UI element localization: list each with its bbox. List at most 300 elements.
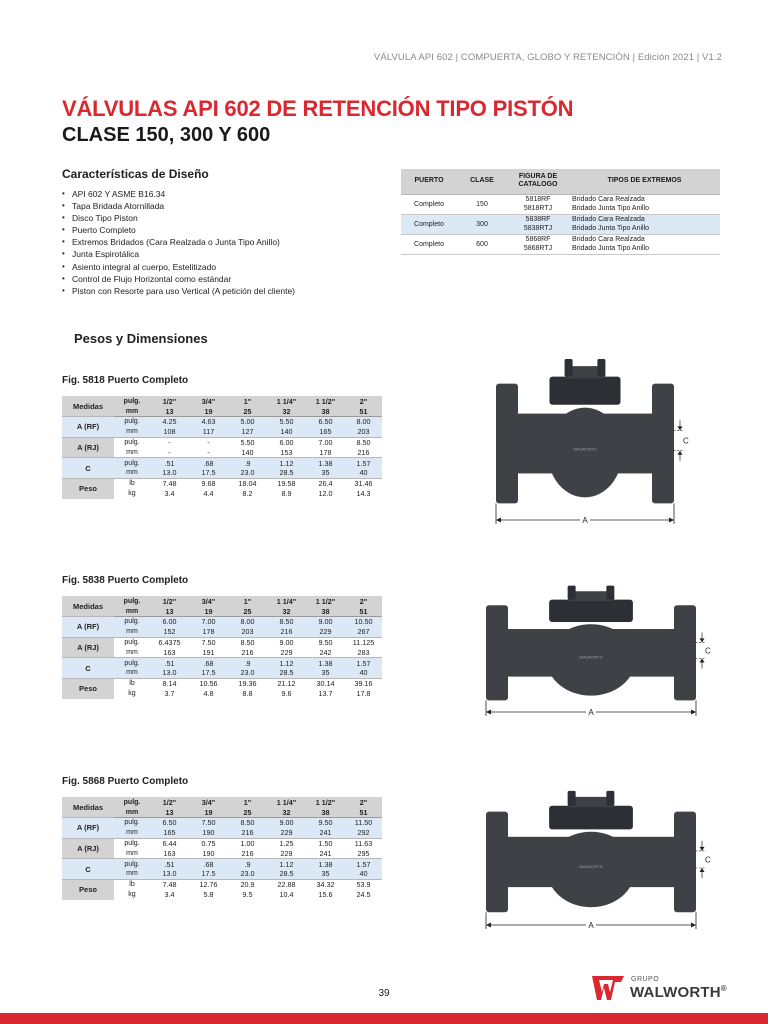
spec-figura-rf: 5868RF (525, 236, 551, 243)
table-cell: 8.8 (242, 689, 253, 699)
brand-registered-mark: ® (720, 984, 727, 993)
row-label-a-rf: A (RF) (62, 617, 114, 638)
table-cell: 38 (306, 606, 345, 616)
dim-a-label: A (588, 921, 594, 930)
table-cell: 51 (345, 807, 382, 817)
row-label-a-rj: A (RJ) (62, 437, 114, 458)
table-cell: 1 1/4" (267, 797, 306, 807)
table-cell: 11.50 (345, 818, 382, 828)
spec-extremos (569, 194, 720, 214)
features-title: Características de Diseño (62, 167, 209, 181)
table-cell: 6.4375 (150, 637, 189, 647)
table-cell: 7.48 (150, 478, 189, 488)
table-cell: 140 (241, 447, 254, 457)
row-label-a-rf: A (RF) (62, 417, 114, 438)
document-breadcrumb: VÁLVULA API 602 | COMPUERTA, GLOBO Y RETENCIÓN | Edición 2021 | V1.2 (373, 52, 722, 63)
table-cell: 108 (150, 427, 189, 437)
page-subtitle: CLASE 150, 300 Y 600 (62, 124, 271, 146)
spec-clase: 300 (457, 214, 507, 234)
spec-figura-rtj: 5838RTJ (523, 225, 553, 232)
unit-label: pulg. (114, 417, 150, 427)
brand-name-text: WALWORTH (630, 984, 721, 1001)
valve-bonnet (549, 600, 633, 622)
table-cell: 229 (280, 647, 293, 657)
table-cell: 7.50 (189, 818, 228, 828)
table-cell: - (168, 447, 171, 457)
table-cell: 190 (202, 848, 215, 858)
spec-table-row (401, 234, 720, 254)
table-cell: 9.50 (306, 818, 345, 828)
spec-extremo-rf: Bridado Cara Realzada (572, 216, 645, 223)
table-cell: 9.50 (306, 637, 345, 647)
table-cell: 163 (163, 848, 176, 858)
table-cell: 53.9 (345, 879, 382, 889)
table-cell: 241 (319, 848, 332, 858)
table-row (62, 658, 382, 668)
dim-a-arrow-left (496, 518, 501, 523)
spec-figura (507, 214, 569, 234)
table-cell: 4.63 (189, 417, 228, 427)
row-label-a-rj: A (RJ) (62, 637, 114, 658)
table-cell: .51 (150, 658, 189, 668)
table-cell: .9 (228, 859, 267, 869)
table-cell: 9.00 (267, 818, 306, 828)
spec-header-extremos: TIPOS DE EXTREMOS (569, 169, 720, 194)
row-label-peso: Peso (62, 478, 114, 499)
table-cell: 10.4 (279, 890, 294, 900)
page-title: VÁLVULAS API 602 DE RETENCIÓN TIPO PISTÓN (62, 96, 574, 121)
unit-label: mm (114, 807, 150, 817)
dim-c-arrowhead-top (700, 638, 705, 642)
table-cell: 9.68 (189, 478, 228, 488)
table-cell: - (189, 437, 228, 447)
dim-a-label: A (582, 516, 588, 525)
table-cell: 8.00 (345, 417, 382, 427)
spec-figura-rtj: 5818RTJ (523, 205, 553, 212)
piston-check-valve-drawing (486, 785, 711, 933)
unit-label: mm (114, 427, 150, 437)
table-cell: 1.12 (267, 458, 306, 468)
unit-label: mm (114, 468, 150, 478)
table-cell: 2" (345, 596, 382, 606)
spec-puerto: Completo (401, 214, 457, 234)
table-row (62, 396, 382, 406)
table-cell: 1/2" (150, 596, 189, 606)
table-cell: 190 (189, 828, 228, 838)
table-cell: 13 (150, 606, 189, 616)
spec-puerto: Completo (401, 194, 457, 214)
table-cell: .51 (150, 458, 189, 468)
table-cell: 38 (306, 807, 345, 817)
valve-body (548, 408, 623, 498)
spec-figura-rf: 5818RF (525, 196, 551, 203)
table-cell: 21.12 (267, 678, 306, 688)
left-flange (486, 605, 508, 700)
table-cell: 7.50 (189, 637, 228, 647)
unit-label: pulg. (114, 818, 150, 828)
table-cell: 38 (306, 406, 345, 416)
table-cell: 203 (345, 427, 382, 437)
table-row (62, 478, 382, 488)
dim-c-label: C (705, 855, 711, 865)
table-cell: 9.5 (242, 890, 253, 900)
valve-bonnet (549, 377, 620, 405)
dim-c-arrowhead-top (700, 847, 705, 851)
dim-a-label: A (588, 708, 594, 717)
table-cell: 203 (228, 627, 267, 637)
unit-label: pulg. (114, 838, 150, 848)
unit-label: pulg. (114, 637, 150, 647)
spec-extremo-rtj: Bridado Junta Tipo Anillo (572, 245, 650, 252)
catalog-spec-table (401, 169, 720, 255)
table-cell: 3.4 (164, 489, 175, 499)
unit-label: lb (114, 478, 150, 488)
table-cell: 40 (345, 468, 382, 478)
table-cell: 14.3 (356, 489, 371, 499)
table-cell: 163 (163, 647, 176, 657)
spec-clase: 150 (457, 194, 507, 214)
table-cell: 13.0 (150, 869, 189, 879)
table-cell: 13.7 (318, 689, 333, 699)
table-cell: 1.57 (345, 458, 382, 468)
bonnet-bolt (597, 359, 605, 377)
table-cell: 30.14 (306, 678, 345, 688)
row-label-medidas: Medidas (62, 596, 114, 617)
brand-logo (590, 972, 730, 1008)
table-cell: 1" (228, 596, 267, 606)
table-cell: 7.00 (189, 617, 228, 627)
feature-item: • Extremos Bridados (Cara Realzada o Junta Tipo Anillo) (62, 236, 295, 248)
bonnet-bolt (568, 791, 576, 806)
table-cell: 28.5 (267, 869, 306, 879)
table-cell: 1 1/4" (267, 396, 306, 406)
table-cell: 40 (345, 869, 382, 879)
table-cell: 1/2" (150, 396, 189, 406)
walworth-logo-icon (590, 974, 626, 1002)
table-cell: 13.0 (150, 668, 189, 678)
row-label-peso: Peso (62, 879, 114, 900)
table-cell: 1 1/2" (306, 396, 345, 406)
table-cell: 4.25 (150, 417, 189, 427)
table-cell: 241 (306, 828, 345, 838)
table-cell: .68 (189, 458, 228, 468)
table-cell: 7.00 (306, 437, 345, 447)
table-cell: 1.25 (267, 838, 306, 848)
table-cell: 12.0 (318, 489, 333, 499)
table-cell: 8.2 (242, 489, 253, 499)
feature-item: • Tapa Bridada Atornillada (62, 200, 295, 212)
table-cell: 51 (345, 406, 382, 416)
dim-a-arrow-left (486, 923, 491, 928)
table-cell: 28.5 (267, 668, 306, 678)
table-cell: 6.50 (306, 417, 345, 427)
dim-a-arrow-left (486, 710, 491, 715)
table-cell: 3/4" (189, 797, 228, 807)
table-cell: 1.38 (306, 859, 345, 869)
table-cell: 229 (267, 828, 306, 838)
piston-check-valve-drawing (496, 352, 689, 528)
features-list (62, 188, 295, 297)
right-flange (674, 812, 696, 913)
table-cell: 152 (150, 627, 189, 637)
table-cell: 6.00 (267, 437, 306, 447)
table-cell: 6.00 (150, 617, 189, 627)
table-row (62, 437, 382, 447)
table-cell: 3.4 (164, 890, 175, 900)
table-cell: 5.00 (228, 417, 267, 427)
table-row (62, 838, 382, 848)
table-cell: 17.8 (356, 689, 371, 699)
table-cell: 23.0 (228, 468, 267, 478)
table-cell: 20.9 (228, 879, 267, 889)
table-cell: 34.32 (306, 879, 345, 889)
right-flange (674, 605, 696, 700)
table-cell: - (150, 437, 189, 447)
table-cell: .9 (228, 458, 267, 468)
table-cell: 35 (306, 468, 345, 478)
dimensions-table (62, 797, 382, 900)
dim-c-arrowhead-bottom (700, 659, 705, 663)
table-row (62, 458, 382, 468)
table-cell: 31.46 (345, 478, 382, 488)
valve-bonnet (549, 806, 633, 830)
spec-extremo-rf: Bridado Cara Realzada (572, 196, 645, 203)
table-cell: 191 (202, 647, 215, 657)
row-label-a-rj: A (RJ) (62, 838, 114, 859)
table-cell: 8.50 (228, 818, 267, 828)
table-cell: 7.48 (150, 879, 189, 889)
left-flange (486, 812, 508, 913)
table-cell: 10.56 (189, 678, 228, 688)
spec-figura-rf: 5838RF (525, 216, 551, 223)
unit-label: mm (126, 849, 138, 857)
dim-c-arrowhead-top (678, 426, 683, 430)
spec-clase: 600 (457, 234, 507, 254)
table-cell: 8.9 (281, 489, 292, 499)
table-cell: 127 (228, 427, 267, 437)
table-cell: 19 (189, 606, 228, 616)
table-cell: 23.0 (228, 668, 267, 678)
spec-extremos (569, 234, 720, 254)
valve-marking-text: WALWORTH (579, 654, 603, 660)
spec-puerto: Completo (401, 234, 457, 254)
spec-table-header (401, 169, 720, 194)
dim-c-arrowhead-bottom (678, 451, 683, 455)
table-cell: 19.58 (267, 478, 306, 488)
bonnet-bolt (565, 359, 573, 377)
table-cell: 2" (345, 797, 382, 807)
table-row (62, 859, 382, 869)
spec-header-figura: FIGURA DE CATALOGO (507, 169, 569, 194)
row-label-c: C (62, 658, 114, 679)
unit-label: pulg. (114, 596, 150, 606)
unit-label: mm (114, 627, 150, 637)
table-cell: 22.88 (267, 879, 306, 889)
figure-title: Fig. 5838 Puerto Completo (62, 575, 189, 586)
table-cell: 140 (267, 427, 306, 437)
row-label-medidas: Medidas (62, 396, 114, 417)
table-cell: 1.50 (306, 838, 345, 848)
unit-label: mm (114, 828, 150, 838)
figure-title: Fig. 5868 Puerto Completo (62, 776, 189, 787)
table-cell: 216 (357, 447, 370, 457)
spec-table-row (401, 194, 720, 214)
valve-marking-text: WALWORTH (573, 446, 597, 452)
table-cell: 1.57 (345, 859, 382, 869)
weights-dimensions-title: Pesos y Dimensiones (74, 331, 208, 346)
unit-label: kg (128, 690, 136, 698)
table-cell: 295 (357, 848, 370, 858)
spec-header-puerto: PUERTO (401, 169, 457, 194)
table-cell: 153 (280, 447, 293, 457)
unit-label: pulg. (114, 437, 150, 447)
table-row (62, 417, 382, 427)
table-cell: 35 (306, 668, 345, 678)
feature-item: • Control de Flujo Horizontal como estándar (62, 273, 295, 285)
table-cell: 1/2" (150, 797, 189, 807)
table-cell: 11.125 (345, 637, 382, 647)
spec-figura-rtj: 5868RTJ (523, 245, 553, 252)
table-cell: 8.00 (228, 617, 267, 627)
row-label-c: C (62, 859, 114, 880)
feature-item: • Asiento integral al cuerpo, Estelitizado (62, 261, 295, 273)
brand-group-label: GRUPO (631, 976, 660, 983)
row-label-a-rf: A (RF) (62, 818, 114, 839)
dimensions-table (62, 596, 382, 699)
unit-label: mm (114, 869, 150, 879)
dim-c-arrowhead-bottom (700, 868, 705, 872)
dim-a-arrow-right (691, 710, 696, 715)
unit-label: pulg. (114, 658, 150, 668)
table-cell: 1.00 (228, 838, 267, 848)
table-cell: 8.14 (150, 678, 189, 688)
valve-marking-text: WALWORTH (579, 863, 603, 869)
dim-c-label: C (705, 646, 711, 656)
table-cell: 1.38 (306, 658, 345, 668)
table-cell: 165 (306, 427, 345, 437)
spec-extremo-rf: Bridado Cara Realzada (572, 236, 645, 243)
left-flange (496, 384, 518, 504)
table-cell: 19.36 (228, 678, 267, 688)
feature-item: • Piston con Resorte para uso Vertical (A petición del cliente) (62, 285, 295, 297)
table-row (62, 596, 382, 606)
table-cell: 17.5 (189, 668, 228, 678)
table-cell: 5.8 (203, 890, 214, 900)
table-cell: 28.5 (267, 468, 306, 478)
table-cell: 19 (189, 807, 228, 817)
table-cell: 15.6 (318, 890, 333, 900)
piston-check-valve-drawing (486, 580, 711, 720)
bonnet-bolt (606, 586, 614, 600)
table-cell: 40 (345, 668, 382, 678)
row-label-medidas: Medidas (62, 797, 114, 818)
right-flange (652, 384, 674, 504)
spec-table-row (401, 214, 720, 234)
table-cell: 13.0 (150, 468, 189, 478)
table-cell: 1 1/2" (306, 797, 345, 807)
footer-accent-bar (0, 1013, 768, 1024)
table-cell: 17.5 (189, 869, 228, 879)
dim-a-arrow-right (691, 923, 696, 928)
table-cell: 0.75 (189, 838, 228, 848)
table-cell: 1.57 (345, 658, 382, 668)
table-cell: 1.12 (267, 859, 306, 869)
unit-label: kg (128, 490, 136, 498)
unit-label: kg (128, 891, 136, 899)
valve-body (547, 624, 635, 695)
unit-label: pulg. (114, 859, 150, 869)
spec-extremos (569, 214, 720, 234)
spec-figura (507, 194, 569, 214)
table-cell: 3/4" (189, 396, 228, 406)
unit-label: mm (126, 448, 138, 456)
table-cell: 216 (267, 627, 306, 637)
brand-name (630, 984, 727, 1001)
table-cell: 292 (345, 828, 382, 838)
dim-a-arrow-right (669, 518, 674, 523)
table-cell: .68 (189, 658, 228, 668)
table-row (62, 797, 382, 807)
table-cell: 1 1/2" (306, 596, 345, 606)
table-cell: 2" (345, 396, 382, 406)
table-cell: 117 (189, 427, 228, 437)
table-cell: 5.50 (228, 437, 267, 447)
table-cell: 11.63 (345, 838, 382, 848)
table-cell: 267 (345, 627, 382, 637)
unit-label: mm (126, 648, 138, 656)
table-cell: 51 (345, 606, 382, 616)
unit-label: lb (114, 879, 150, 889)
table-cell: 32 (267, 807, 306, 817)
table-cell: 23.0 (228, 869, 267, 879)
feature-item: • Puerto Completo (62, 224, 295, 236)
table-cell: - (207, 447, 210, 457)
table-row (62, 637, 382, 647)
bonnet-bolt (606, 791, 614, 806)
unit-label: pulg. (114, 617, 150, 627)
table-cell: 1.38 (306, 458, 345, 468)
feature-item: • Junta Espirotálica (62, 248, 295, 260)
table-cell: 18.04 (228, 478, 267, 488)
table-cell: .51 (150, 859, 189, 869)
table-cell: 283 (357, 647, 370, 657)
unit-label: pulg. (114, 797, 150, 807)
table-cell: 8.50 (228, 637, 267, 647)
unit-label: mm (114, 406, 150, 416)
spec-extremo-rtj: Bridado Junta Tipo Anillo (572, 225, 650, 232)
table-cell: 39.16 (345, 678, 382, 688)
dimensions-table (62, 396, 382, 499)
table-cell: 9.6 (281, 689, 292, 699)
table-cell: 35 (306, 869, 345, 879)
table-cell: 1.12 (267, 658, 306, 668)
spec-header-clase: CLASE (457, 169, 507, 194)
unit-label: pulg. (114, 396, 150, 406)
table-cell: 10.50 (345, 617, 382, 627)
table-cell: 216 (228, 828, 267, 838)
table-row (62, 678, 382, 688)
table-cell: 12.76 (189, 879, 228, 889)
table-cell: 32 (267, 406, 306, 416)
unit-label: lb (114, 678, 150, 688)
table-row (62, 818, 382, 828)
table-cell: 6.50 (150, 818, 189, 828)
table-cell: 5.50 (267, 417, 306, 427)
table-cell: 25 (228, 606, 267, 616)
table-cell: 1" (228, 396, 267, 406)
spec-figura (507, 234, 569, 254)
table-cell: .9 (228, 658, 267, 668)
